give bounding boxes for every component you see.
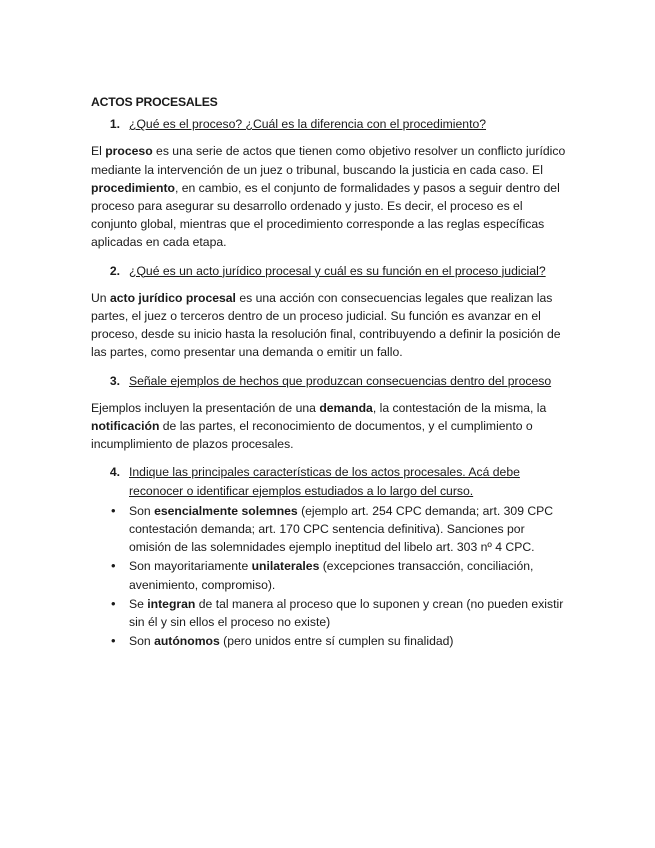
list-item — [91, 632, 569, 650]
answer-bold-term: demanda — [319, 400, 373, 415]
answer-bold-term: acto jurídico procesal — [109, 290, 236, 305]
document-body — [91, 93, 569, 651]
list-item — [91, 595, 569, 631]
answer-text: es una serie de actos que tienen como objetivo resolver un conflicto jurídico mediante la intervención de un juez o tribunal, buscando la justicia en cada caso. El — [91, 144, 566, 177]
question-number: 2. — [109, 263, 120, 278]
answer-1 — [91, 142, 569, 251]
bullet-icon: • — [111, 502, 116, 518]
answer-text: es una acción con consecuencias legales que realizan las partes, el juez o terceros dentro de un proceso judicial. Su función es avanzar en el proceso, desde su inicio hasta la resolución final, contribuyendo a definir la posición de las partes, como presentar una demanda o emitir un fallo. — [91, 290, 561, 360]
question-number: 3. — [109, 373, 120, 388]
question-4 — [91, 463, 569, 499]
list-item-text — [129, 557, 569, 593]
answer-text: Un — [91, 290, 110, 305]
characteristics-list — [91, 502, 569, 651]
question-text: ¿Qué es el proceso? ¿Cuál es la diferencia con el procedimiento? — [129, 117, 487, 132]
answer-bold-term: notificación — [91, 419, 160, 434]
question-text: Indique las principales características de los actos procesales. Acá debe reconocer o identificar ejemplos estudiados a lo largo del curso. — [129, 465, 520, 498]
list-item-bold: integran — [147, 596, 196, 611]
list-item-prefix: Son mayoritariamente — [129, 559, 252, 574]
bullet-icon: • — [111, 595, 116, 611]
question-text: Señale ejemplos de hechos que produzcan consecuencias dentro del proceso — [129, 373, 552, 388]
list-item — [91, 502, 569, 557]
answer-text: Ejemplos incluyen la presentación de una — [91, 400, 320, 415]
list-item-suffix: (excepciones transacción, conciliación, avenimiento, compromiso). — [129, 559, 534, 592]
answer-bold-term: procedimiento — [91, 180, 175, 195]
document-title: ACTOS PROCESALES — [91, 95, 218, 109]
list-item-text — [129, 595, 569, 631]
list-item-bold: esencialmente solemnes — [154, 503, 298, 518]
question-3 — [91, 372, 569, 390]
list-item-prefix: Se — [129, 596, 148, 611]
answer-text: , la contestación de la misma, la — [372, 400, 547, 415]
bullet-icon: • — [111, 558, 116, 574]
list-item-bold: autónomos — [154, 634, 220, 649]
answer-3 — [91, 399, 569, 454]
answer-text: , en cambio, es el conjunto de formalidades y pasos a seguir dentro del proceso para asegurar su desarrollo ordenado y justo. Es decir, el proceso es el conjunto global, mientras que el procedimiento corresponde a las reglas específicas aplicadas en cada etapa. — [91, 180, 560, 250]
list-item-prefix: Son — [129, 634, 155, 649]
list-item-suffix: de tal manera al proceso que lo suponen y crean (no pueden existir sin él y sin ellos el proceso no existe) — [129, 596, 564, 630]
list-item-text — [129, 502, 569, 557]
answer-text: El — [91, 144, 106, 159]
list-item — [91, 557, 569, 593]
list-item-text — [129, 632, 569, 650]
question-text: ¿Qué es un acto jurídico procesal y cuál es su función en el proceso judicial? — [129, 263, 546, 278]
bullet-icon: • — [111, 633, 116, 649]
question-number: 1. — [109, 117, 120, 132]
question-2 — [91, 262, 569, 280]
list-item-suffix: (ejemplo art. 254 CPC demanda; art. 309 CPC contestación demanda; art. 170 CPC sentencia definitiva). Sanciones por omisión de las solemnidades ejemplo ineptitud del libelo art. 303 nº 4 CPC. — [129, 503, 554, 555]
question-number: 4. — [109, 465, 120, 480]
list-item-prefix: Son — [129, 503, 155, 518]
question-1 — [91, 115, 569, 133]
list-item-bold: unilaterales — [251, 559, 320, 574]
list-item-suffix: (pero unidos entre sí cumplen su finalidad) — [219, 634, 454, 649]
answer-text: de las partes, el reconocimiento de documentos, y el cumplimiento o incumplimiento de plazos procesales. — [91, 419, 533, 452]
answer-bold-term: proceso — [105, 144, 153, 159]
answer-2 — [91, 289, 569, 362]
